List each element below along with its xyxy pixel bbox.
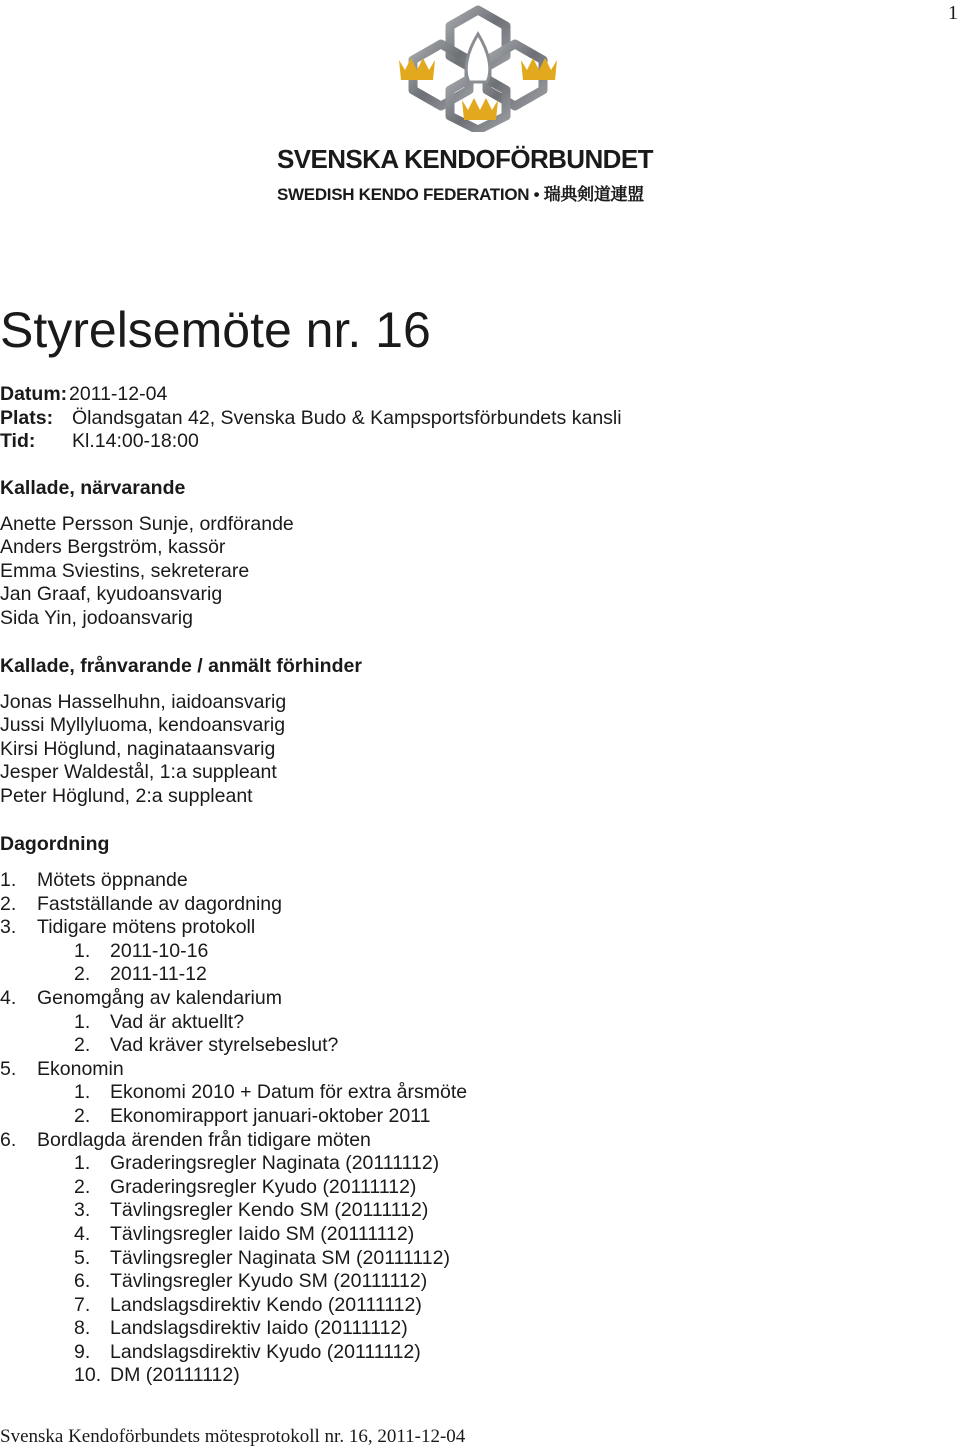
agenda-item-text: Genomgång av kalendarium [37,986,282,1009]
meta-place-row [0,407,622,431]
agenda-item-text: Landslagsdirektiv Kyudo (20111112) [110,1340,421,1363]
agenda-item-text: Bordlagda ärenden från tidigare möten [37,1128,371,1151]
organization-subtitle-cjk: 瑞典剣道連盟 [543,185,644,205]
absent-heading: Kallade, frånvarande / anmält förhinder [0,655,362,677]
page-footer: Svenska Kendoförbundets mötesprotokoll nr. 16, 2011-12-04 [0,1426,466,1447]
agenda-item-number: 6. [0,1128,17,1151]
agenda-item-text: Tidigare mötens protokoll [37,916,256,939]
present-section [0,477,294,631]
agenda-item-number: 5. [0,1057,17,1080]
place-label: Plats: [0,406,54,429]
agenda-item-text: Ekonomi 2010 + Datum för extra årsmöte [110,1081,468,1104]
agenda-item-text: Graderingsregler Naginata (20111112) [110,1152,440,1175]
agenda-item-number: 6. [74,1270,91,1293]
time-label: Tid: [0,430,36,452]
federation-logo-icon [393,4,563,132]
absent-member: Jonas Hasselhuhn, iaidoansvarig [0,690,287,713]
organization-subtitle-latin: SWEDISH KENDO FEDERATION • [277,185,544,204]
page-number: 1 [948,2,958,24]
agenda-item-number: 2. [74,1034,91,1057]
agenda-item-text: Landslagsdirektiv Kendo (20111112) [110,1293,422,1316]
agenda-item-text: Ekonomin [37,1057,124,1080]
agenda-item-text: Tävlingsregler Naginata SM (20111112) [110,1246,450,1269]
absent-section [0,655,362,809]
present-member: Sida Yin, jodoansvarig [0,606,193,629]
agenda-item-text: Ekonomirapport januari-oktober 2011 [110,1104,431,1127]
agenda-item-text: Landslagsdirektiv Iaido (20111112) [110,1317,408,1340]
agenda-item-number: 5. [74,1246,91,1269]
agenda-item-text: Tävlingsregler Iaido SM (20111112) [110,1222,415,1245]
agenda-item-text: Vad kräver styrelsebeslut? [110,1034,339,1057]
agenda-item-number: 1. [74,1152,91,1175]
meeting-meta [0,383,622,454]
absent-member: Jussi Myllyluoma, kendoansvarig [0,714,286,737]
agenda-item-text: Graderingsregler Kyudo (20111112) [110,1175,417,1198]
organization-header [277,144,697,205]
agenda-item-number: 2. [74,1104,91,1127]
agenda-item-text: Vad är aktuellt? [110,1010,245,1033]
meta-date-row [0,383,622,407]
agenda-item-number: 3. [0,916,17,939]
agenda-item-number: 4. [74,1222,91,1245]
date-label: Datum: [0,383,68,405]
agenda-item-number: 7. [74,1293,91,1316]
agenda-item-number: 8. [74,1317,91,1340]
agenda-item-text: Mötets öppnande [37,869,188,891]
agenda-item-text: 2011-10-16 [110,939,209,962]
agenda-item-number: 10. [74,1364,102,1387]
agenda-item-number: 2. [74,963,91,986]
date-value: 2011-12-04 [69,383,168,405]
present-member: Anders Bergström, kassör [0,536,226,559]
page-title: Styrelsemöte nr. 16 [0,302,431,358]
agenda-item-number: 1. [74,1081,91,1104]
present-member: Jan Graaf, kyudoansvarig [0,583,223,606]
agenda-item-text: Fastställande av dagordning [37,892,282,915]
agenda-item-text: DM (20111112) [110,1364,240,1387]
agenda-item-number: 2. [0,892,17,915]
present-member: Emma Sviestins, sekreterare [0,559,250,582]
agenda-item-number: 2. [74,1175,91,1198]
absent-member: Peter Höglund, 2:a suppleant [0,784,253,807]
organization-subtitle [277,185,697,205]
organization-name: SVENSKA KENDOFÖRBUNDET [277,144,653,174]
agenda-item-text: Tävlingsregler Kyudo SM (20111112) [110,1270,428,1293]
agenda-heading: Dagordning [0,833,110,855]
agenda-item-number: 1. [0,869,17,891]
agenda-item-number: 1. [74,939,91,962]
agenda-item-text: 2011-11-12 [110,963,207,986]
agenda-item-number: 3. [74,1199,91,1222]
present-heading: Kallade, närvarande [0,477,186,499]
place-value: Ölandsgatan 42, Svenska Budo & Kampsportsförbundets kansli [72,406,622,429]
absent-member: Kirsi Höglund, naginataansvarig [0,737,276,760]
meta-time-row [0,430,622,454]
time-value: Kl.14:00-18:00 [72,430,199,452]
absent-member: Jesper Waldestål, 1:a suppleant [0,761,277,784]
agenda-item-text: Tävlingsregler Kendo SM (20111112) [110,1199,429,1222]
present-member: Anette Persson Sunje, ordförande [0,512,294,535]
agenda-heading-block [0,833,109,857]
agenda-item-number: 9. [74,1340,91,1363]
agenda-item-number: 1. [74,1010,91,1033]
agenda-item-number: 4. [0,986,17,1009]
